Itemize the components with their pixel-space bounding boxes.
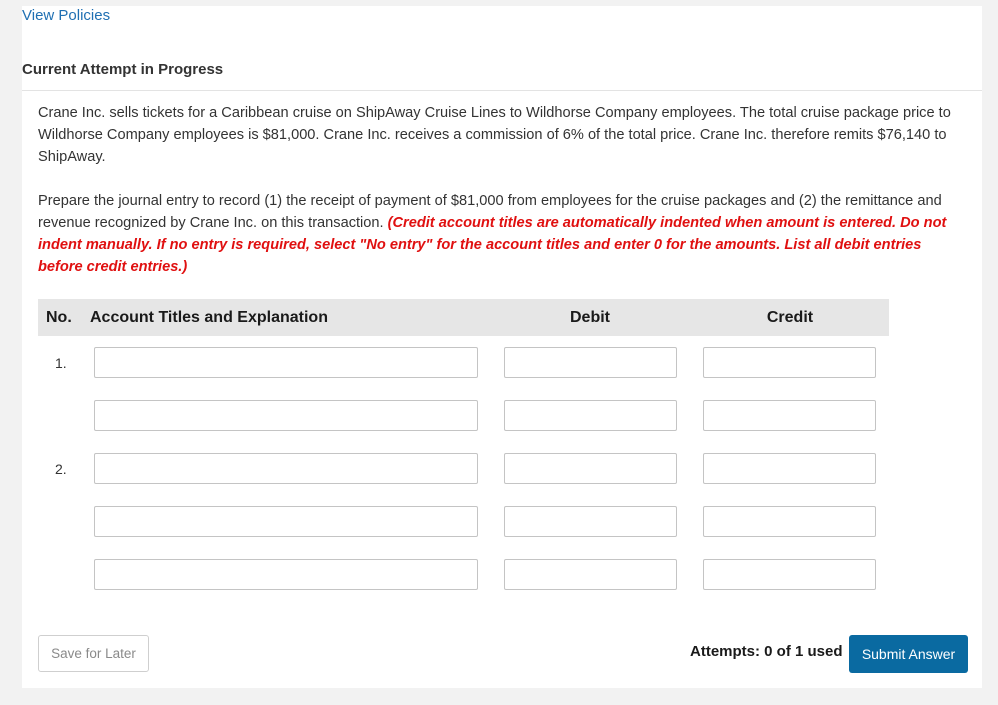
save-for-later-button[interactable]: Save for Later <box>38 635 149 672</box>
question-prompt: Prepare the journal entry to record (1) the receipt of payment of $81,000 from employees for the cruise packages and (2) the remittance and revenue recognized by Crane Inc. on this transaction. <box>38 193 942 231</box>
journal-row <box>38 453 889 486</box>
journal-row <box>38 506 889 539</box>
row-number: 2. <box>55 461 67 477</box>
row-number: 1. <box>55 355 67 371</box>
debit-input[interactable] <box>504 506 677 537</box>
question-paragraph-1: Crane Inc. sells tickets for a Caribbean cruise on ShipAway Cruise Lines to Wildhorse Company employees. The total cruise package price to Wildhorse Company employees is $81,000. Crane Inc. receives a commission of 6% of the total price. Crane Inc. therefore remits $76,140 to ShipAway. <box>38 105 951 165</box>
debit-input[interactable] <box>504 400 677 431</box>
debit-input[interactable] <box>504 453 677 484</box>
credit-input[interactable] <box>703 347 876 378</box>
column-header-account: Account Titles and Explanation <box>90 309 328 326</box>
question-instruction: (Credit account titles are automatically indented when amount is entered. Do not indent manually. If no entry is required, select "No entry" for the account titles and enter 0 for the amounts. List all debit entries before credit entries.) <box>38 215 947 275</box>
credit-input[interactable] <box>703 506 876 537</box>
column-header-debit: Debit <box>570 309 610 326</box>
account-title-input[interactable] <box>94 559 478 590</box>
journal-row <box>38 400 889 433</box>
credit-input[interactable] <box>703 453 876 484</box>
account-title-input[interactable] <box>94 453 478 484</box>
credit-input[interactable] <box>703 400 876 431</box>
column-header-credit: Credit <box>766 309 814 326</box>
journal-row <box>38 559 889 592</box>
question-text <box>38 102 968 300</box>
journal-header <box>38 299 889 336</box>
account-title-input[interactable] <box>94 506 478 537</box>
debit-input[interactable] <box>504 559 677 590</box>
account-title-input[interactable] <box>94 400 478 431</box>
credit-input[interactable] <box>703 559 876 590</box>
attempt-heading: Current Attempt in Progress <box>22 61 224 78</box>
question-paragraph-2 <box>38 190 968 278</box>
account-title-input[interactable] <box>94 347 478 378</box>
journal-row <box>38 347 889 380</box>
divider <box>22 90 982 91</box>
view-policies-link[interactable]: View Policies <box>22 7 111 24</box>
attempts-counter: Attempts: 0 of 1 used <box>690 643 843 660</box>
debit-input[interactable] <box>504 347 677 378</box>
submit-answer-button[interactable]: Submit Answer <box>849 635 968 673</box>
column-header-no: No. <box>46 309 72 326</box>
